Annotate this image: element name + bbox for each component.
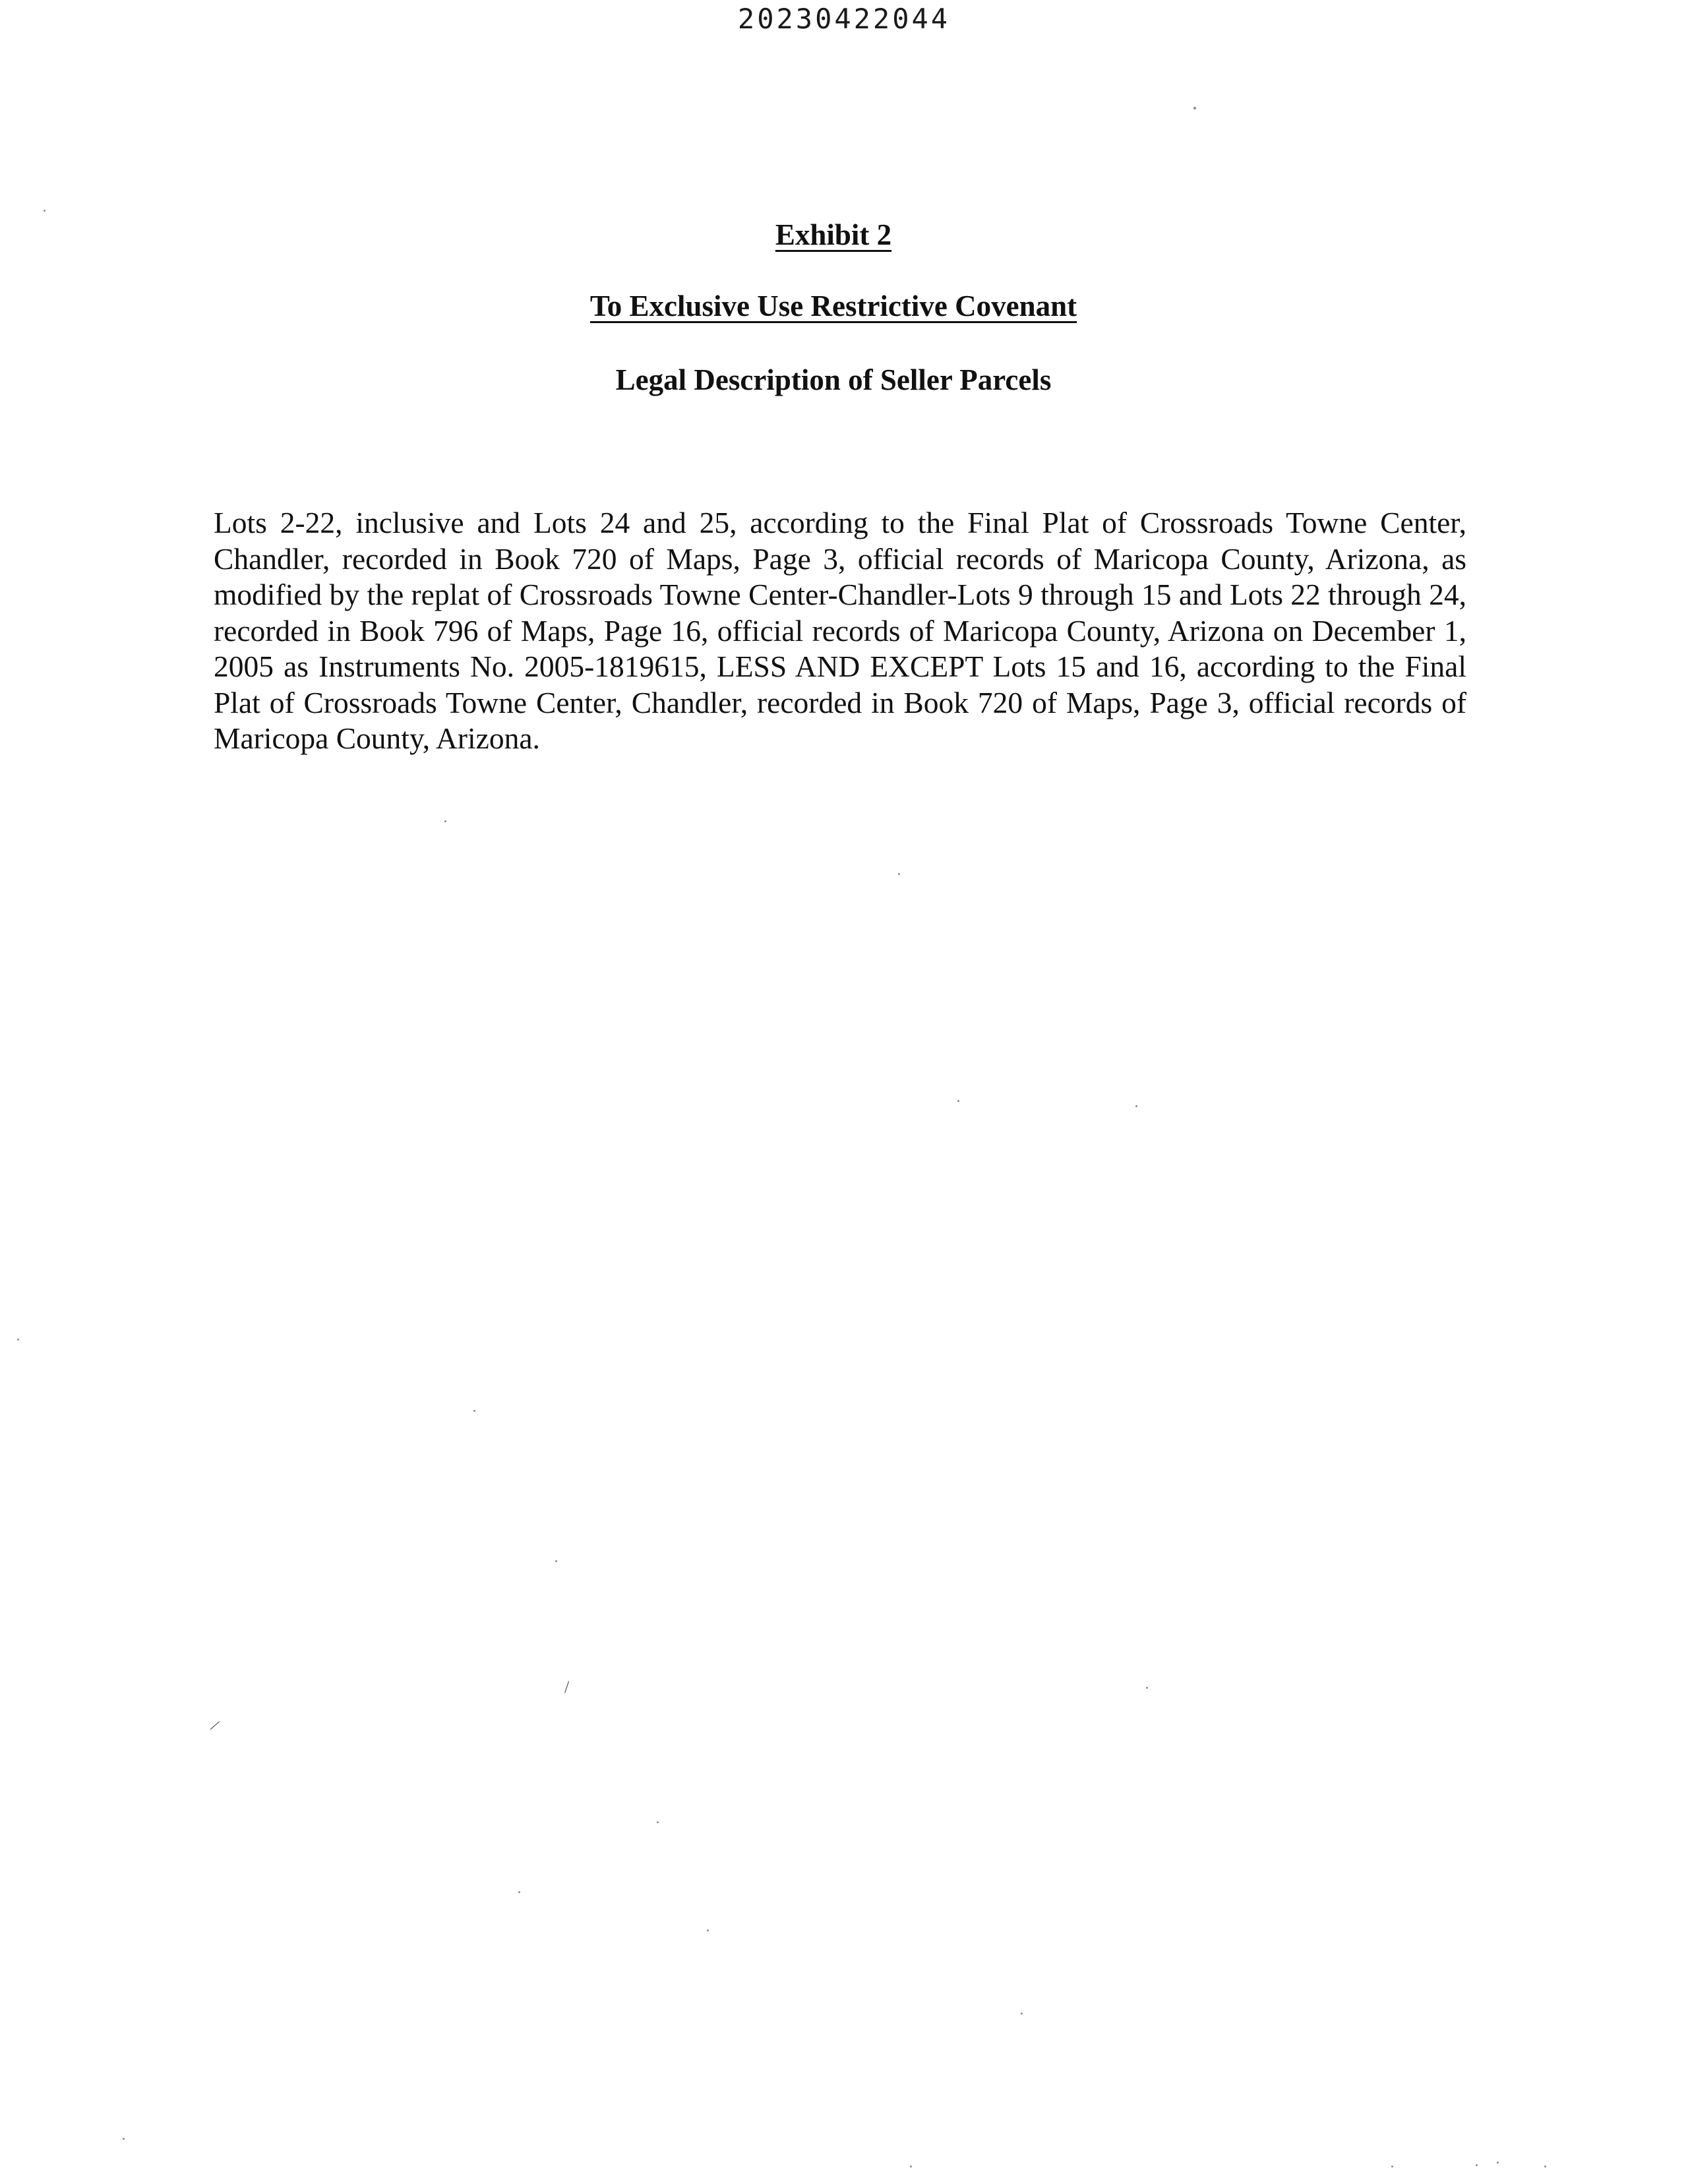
scan-speck <box>910 2166 912 2168</box>
scan-speck <box>657 1821 659 1823</box>
scan-speck <box>1021 2013 1023 2015</box>
exhibit-title: Exhibit 2 <box>775 218 892 251</box>
covenant-title: To Exclusive Use Restrictive Covenant <box>589 289 1077 322</box>
recording-number: 20230422044 <box>737 3 951 35</box>
legal-description-paragraph: Lots 2-22, inclusive and Lots 24 and 25, according to the Final Plat of Crossroads Towne Center, Chandler, recorded in Book 720 of Maps, Page 3, official records of Maricopa County, Arizona, as modified by the replat of Crossroads Towne Center-Chandler-Lots 9 through 15 and Lots 22 through 24, recorded in Book 796 of Maps, Page 16, official records of Maricopa County, Arizona on December 1, 2005 as Instruments No. 2005-1819615, LESS AND EXCEPT Lots 15 and 16, according to the Final Plat of Crossroads Towne Center, Chandler, recorded in Book 720 of Maps, Page 3, official records of Maricopa County, Arizona. <box>214 506 1466 755</box>
scan-speck <box>17 1339 19 1341</box>
scan-speck <box>1497 2162 1499 2164</box>
scan-speck <box>1391 2166 1393 2168</box>
scan-speck <box>1193 107 1196 109</box>
scan-speck <box>707 1929 709 1931</box>
scan-speck <box>957 1100 959 1102</box>
scan-stroke: / <box>208 1716 222 1735</box>
scan-speck <box>473 1410 475 1412</box>
scan-speck <box>898 873 900 875</box>
scan-stroke: / <box>564 1678 570 1697</box>
scan-speck <box>1544 2166 1546 2168</box>
scan-speck <box>1146 1687 1148 1689</box>
scan-speck <box>518 1891 520 1893</box>
scan-speck <box>1135 1105 1137 1107</box>
scan-speck <box>44 210 45 212</box>
scan-speck <box>1476 2164 1478 2166</box>
scan-speck <box>123 2138 125 2140</box>
scan-speck <box>555 1560 557 1562</box>
parcels-title: Legal Description of Seller Parcels <box>615 363 1052 396</box>
scan-speck <box>444 820 446 822</box>
